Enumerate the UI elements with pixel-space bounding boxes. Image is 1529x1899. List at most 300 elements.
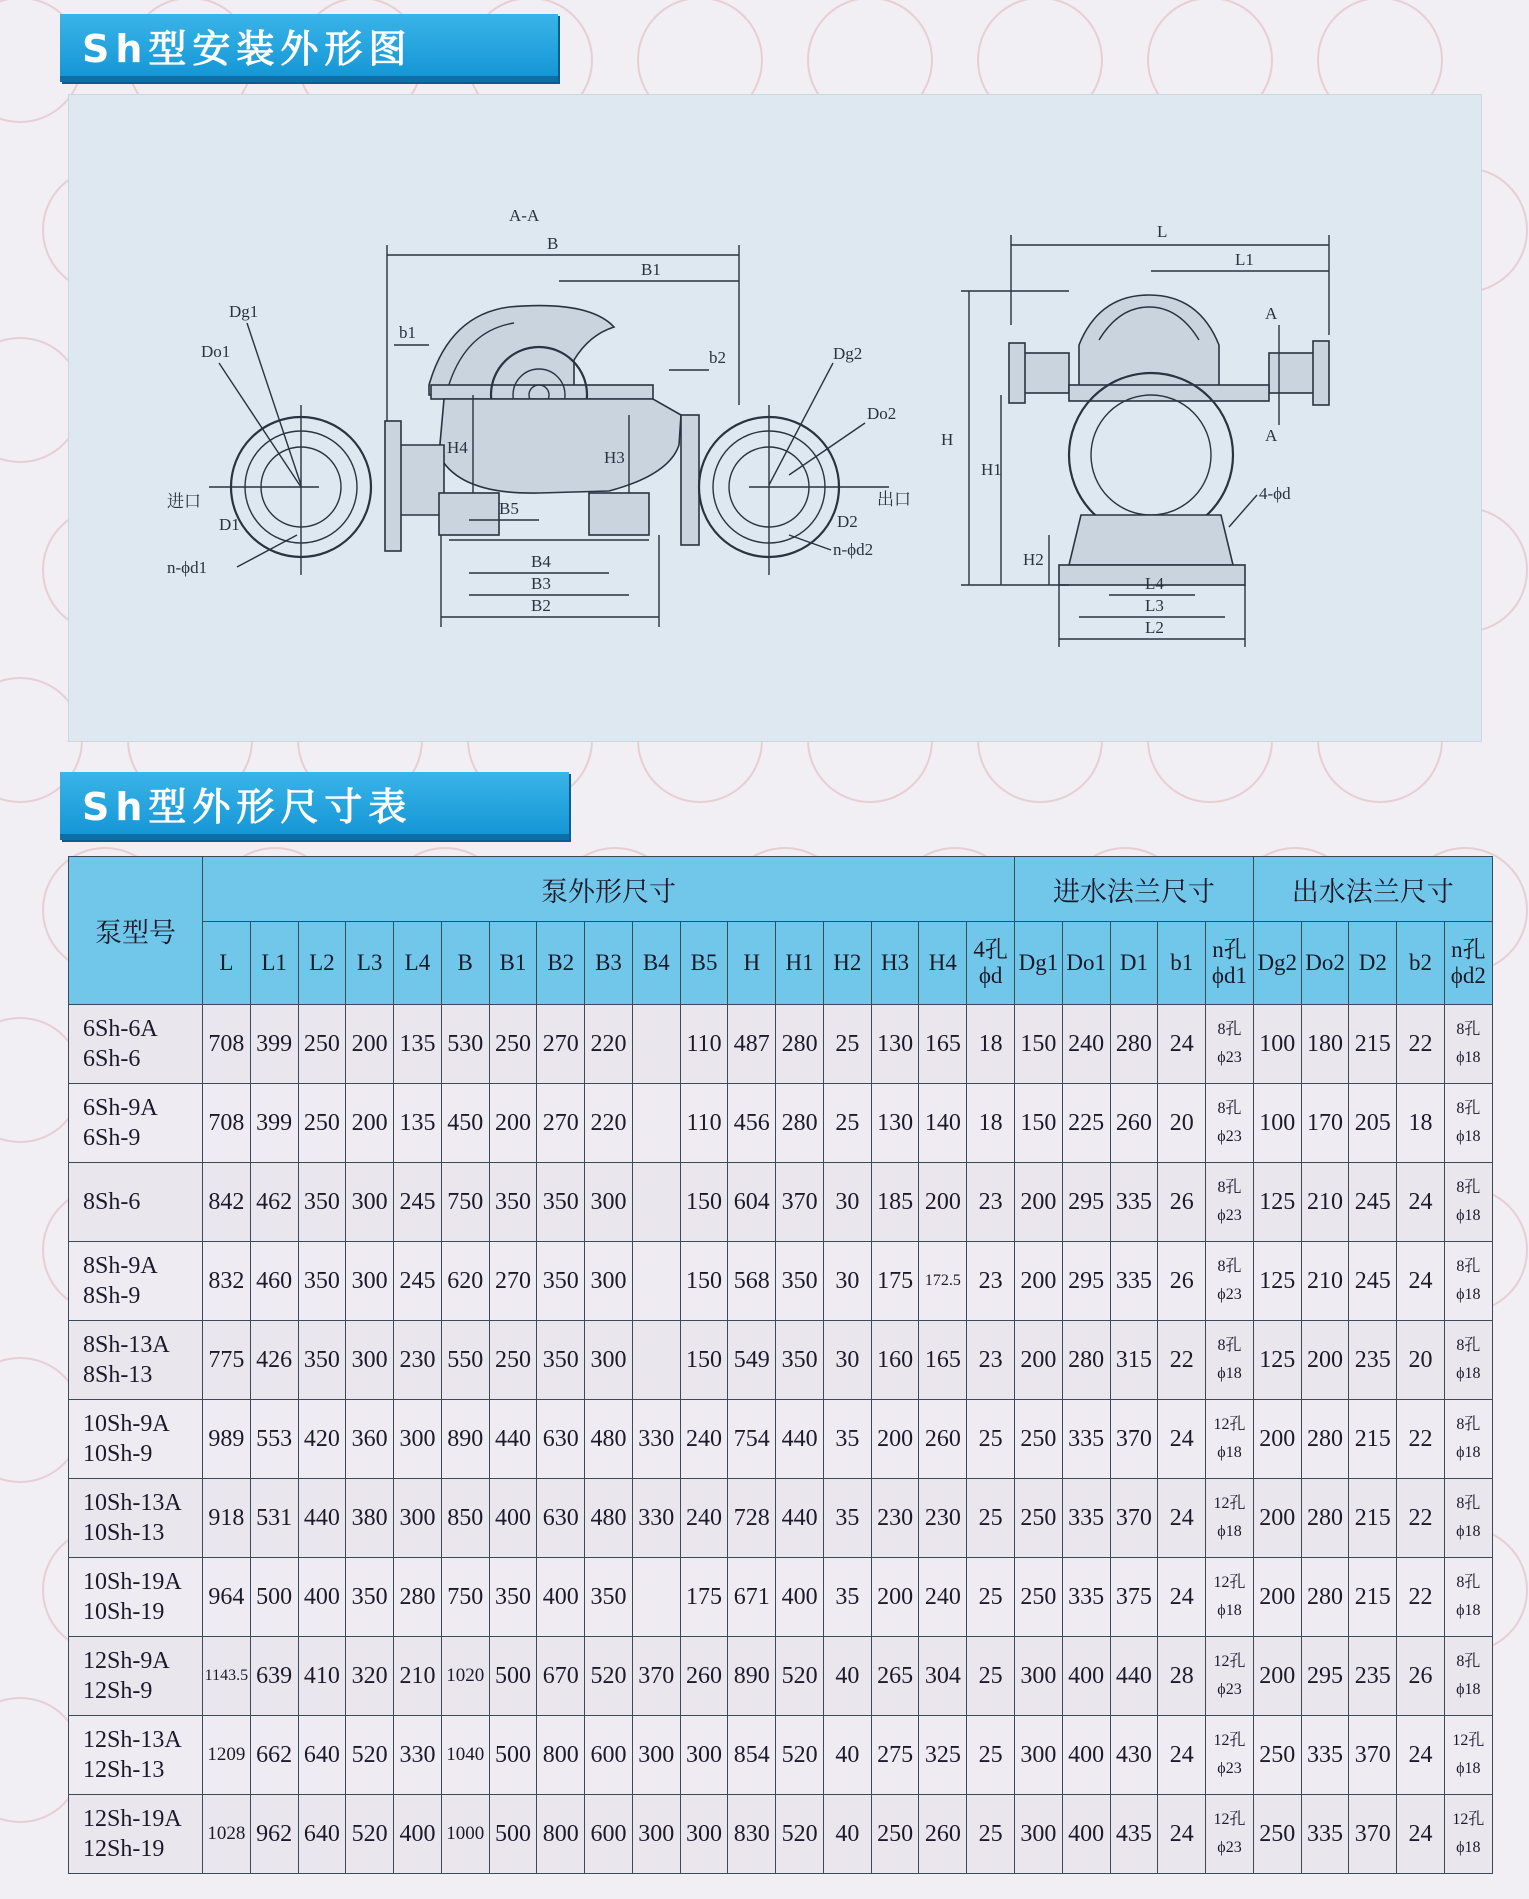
value-cell: 300	[680, 1795, 728, 1874]
value-cell: 350	[537, 1163, 585, 1242]
value-cell: 12孔 ϕ18	[1444, 1795, 1492, 1874]
value-cell: 530	[441, 1005, 489, 1084]
value-cell: 440	[298, 1479, 346, 1558]
value-cell: 12孔 ϕ23	[1206, 1795, 1254, 1874]
value-cell: 210	[1301, 1242, 1349, 1321]
value-cell: 8孔 ϕ18	[1444, 1163, 1492, 1242]
value-cell: 370	[1110, 1479, 1158, 1558]
value-cell: 430	[1110, 1716, 1158, 1795]
column-header: H	[728, 922, 776, 1005]
value-cell: 280	[1301, 1479, 1349, 1558]
value-cell: 350	[489, 1558, 537, 1637]
value-cell	[632, 1242, 680, 1321]
value-cell: 380	[346, 1479, 394, 1558]
pump-model: 12Sh-9A	[83, 1648, 170, 1674]
value-cell: 300	[1015, 1716, 1063, 1795]
value-cell: 240	[919, 1558, 967, 1637]
label-A-top: A	[1265, 304, 1278, 323]
value-cell: 30	[823, 1242, 871, 1321]
value-cell: 270	[537, 1005, 585, 1084]
value-cell: 350	[537, 1242, 585, 1321]
value-cell: 12孔 ϕ18	[1206, 1400, 1254, 1479]
value-cell: 728	[728, 1479, 776, 1558]
value-cell: 130	[871, 1005, 919, 1084]
value-cell: 20	[1397, 1321, 1445, 1400]
value-cell: 18	[1397, 1084, 1445, 1163]
value-cell: 185	[871, 1163, 919, 1242]
table-row	[69, 1637, 1493, 1716]
table-row	[69, 1795, 1493, 1874]
value-cell: 989	[203, 1400, 251, 1479]
label-Dg1: Dg1	[229, 302, 259, 321]
value-cell: 800	[537, 1716, 585, 1795]
label-outlet: 出口	[877, 490, 911, 510]
value-cell: 200	[1253, 1479, 1301, 1558]
column-header: H2	[823, 922, 871, 1005]
column-header: B4	[632, 922, 680, 1005]
value-cell: 250	[1253, 1795, 1301, 1874]
column-header: L	[203, 922, 251, 1005]
value-cell: 300	[1015, 1795, 1063, 1874]
pump-model: 12Sh-19	[83, 1836, 165, 1862]
drawing-title: Sh型安装外形图	[82, 26, 413, 71]
value-cell: 440	[776, 1479, 824, 1558]
label-L2: L2	[1145, 618, 1164, 637]
label-inlet: 进口	[167, 492, 201, 512]
value-cell: 260	[919, 1795, 967, 1874]
label-b1: b1	[399, 323, 416, 342]
value-cell: 440	[489, 1400, 537, 1479]
value-cell: 550	[441, 1321, 489, 1400]
value-cell: 40	[823, 1716, 871, 1795]
value-cell: 708	[203, 1084, 251, 1163]
value-cell: 23	[967, 1321, 1015, 1400]
value-cell: 420	[298, 1400, 346, 1479]
value-cell: 426	[250, 1321, 298, 1400]
value-cell: 520	[346, 1716, 394, 1795]
value-cell: 245	[1349, 1163, 1397, 1242]
value-cell: 280	[1301, 1400, 1349, 1479]
label-A-bottom: A	[1265, 426, 1278, 445]
value-cell: 8孔 ϕ18	[1444, 1321, 1492, 1400]
value-cell: 450	[441, 1084, 489, 1163]
value-cell: 350	[298, 1321, 346, 1400]
value-cell: 280	[776, 1005, 824, 1084]
label-D1: D1	[219, 515, 240, 534]
value-cell: 18	[967, 1005, 1015, 1084]
label-Do1: Do1	[201, 342, 231, 361]
value-cell: 350	[585, 1558, 633, 1637]
label-H4: H4	[447, 438, 468, 457]
value-cell: 370	[1349, 1716, 1397, 1795]
value-cell: 8孔 ϕ23	[1206, 1163, 1254, 1242]
value-cell: 8孔 ϕ18	[1444, 1242, 1492, 1321]
value-cell: 300	[585, 1321, 633, 1400]
value-cell: 240	[1062, 1005, 1110, 1084]
value-cell: 200	[871, 1400, 919, 1479]
value-cell: 890	[728, 1637, 776, 1716]
pump-model-cell	[69, 1005, 203, 1084]
value-cell: 304	[919, 1637, 967, 1716]
value-cell: 250	[871, 1795, 919, 1874]
value-cell: 172.5	[919, 1242, 967, 1321]
value-cell: 962	[250, 1795, 298, 1874]
value-cell: 350	[776, 1242, 824, 1321]
value-cell: 150	[1015, 1005, 1063, 1084]
value-cell: 22	[1397, 1558, 1445, 1637]
value-cell: 25	[967, 1558, 1015, 1637]
value-cell: 35	[823, 1479, 871, 1558]
value-cell: 200	[346, 1084, 394, 1163]
label-n-d2: n-ϕd2	[833, 540, 874, 559]
label-B5: B5	[499, 499, 519, 518]
label-B4: B4	[531, 552, 551, 571]
value-cell: 8孔 ϕ23	[1206, 1242, 1254, 1321]
value-cell: 30	[823, 1321, 871, 1400]
value-cell: 335	[1062, 1400, 1110, 1479]
value-cell: 370	[776, 1163, 824, 1242]
value-cell: 200	[1015, 1242, 1063, 1321]
value-cell: 520	[346, 1795, 394, 1874]
column-header: B3	[585, 922, 633, 1005]
installation-drawing	[68, 94, 1482, 742]
column-header: B	[441, 922, 489, 1005]
value-cell: 435	[1110, 1795, 1158, 1874]
pump-model-cell	[69, 1558, 203, 1637]
value-cell: 22	[1397, 1479, 1445, 1558]
value-cell: 22	[1397, 1400, 1445, 1479]
value-cell: 325	[919, 1716, 967, 1795]
value-cell: 24	[1158, 1558, 1206, 1637]
value-cell: 260	[919, 1400, 967, 1479]
value-cell: 487	[728, 1005, 776, 1084]
label-H: H	[941, 430, 954, 449]
value-cell: 25	[967, 1795, 1015, 1874]
value-cell: 330	[632, 1400, 680, 1479]
pump-model: 8Sh-6	[83, 1189, 141, 1215]
value-cell: 300	[632, 1716, 680, 1795]
value-cell: 350	[489, 1163, 537, 1242]
value-cell: 8孔 ϕ23	[1206, 1084, 1254, 1163]
value-cell	[632, 1321, 680, 1400]
value-cell: 400	[537, 1558, 585, 1637]
value-cell: 230	[919, 1479, 967, 1558]
label-B2: B2	[531, 596, 551, 615]
value-cell: 370	[1110, 1400, 1158, 1479]
value-cell: 500	[489, 1716, 537, 1795]
value-cell: 220	[585, 1005, 633, 1084]
value-cell: 8孔 ϕ18	[1444, 1084, 1492, 1163]
value-cell: 280	[1062, 1321, 1110, 1400]
value-cell: 210	[1301, 1163, 1349, 1242]
value-cell: 245	[394, 1242, 442, 1321]
value-cell: 300	[394, 1400, 442, 1479]
value-cell: 215	[1349, 1400, 1397, 1479]
value-cell: 12孔 ϕ18	[1206, 1558, 1254, 1637]
value-cell: 630	[537, 1400, 585, 1479]
pump-model-cell	[69, 1242, 203, 1321]
value-cell: 335	[1062, 1479, 1110, 1558]
label-bolts: 4-ϕd	[1259, 484, 1291, 503]
value-cell: 620	[441, 1242, 489, 1321]
value-cell: 300	[632, 1795, 680, 1874]
value-cell: 708	[203, 1005, 251, 1084]
pump-model-cell	[69, 1479, 203, 1558]
pump-model: 8Sh-13	[83, 1362, 153, 1388]
value-cell: 110	[680, 1005, 728, 1084]
value-cell: 280	[1110, 1005, 1158, 1084]
label-B1: B1	[641, 260, 661, 279]
value-cell: 400	[1062, 1795, 1110, 1874]
column-header: L2	[298, 922, 346, 1005]
value-cell: 275	[871, 1716, 919, 1795]
value-cell: 480	[585, 1479, 633, 1558]
value-cell: 315	[1110, 1321, 1158, 1400]
value-cell: 250	[489, 1321, 537, 1400]
group-pump-dims: 泵外形尺寸	[203, 857, 1015, 922]
pump-model: 10Sh-19A	[83, 1569, 182, 1595]
value-cell: 1209	[203, 1716, 251, 1795]
pump-model-cell	[69, 1400, 203, 1479]
value-cell: 35	[823, 1558, 871, 1637]
value-cell: 400	[1062, 1637, 1110, 1716]
value-cell: 12孔 ϕ18	[1206, 1479, 1254, 1558]
value-cell: 25	[967, 1637, 1015, 1716]
pump-model: 8Sh-9A	[83, 1253, 158, 1279]
value-cell: 1028	[203, 1795, 251, 1874]
pump-model: 10Sh-19	[83, 1599, 165, 1625]
column-header: L4	[394, 922, 442, 1005]
value-cell: 604	[728, 1163, 776, 1242]
value-cell: 830	[728, 1795, 776, 1874]
column-header: D2	[1349, 922, 1397, 1005]
pump-model: 12Sh-19A	[83, 1806, 182, 1832]
value-cell	[632, 1163, 680, 1242]
column-header: L1	[250, 922, 298, 1005]
value-cell: 854	[728, 1716, 776, 1795]
value-cell: 370	[632, 1637, 680, 1716]
value-cell: 964	[203, 1558, 251, 1637]
value-cell: 350	[776, 1321, 824, 1400]
value-cell: 12孔 ϕ18	[1444, 1716, 1492, 1795]
pump-model: 10Sh-9	[83, 1441, 153, 1467]
value-cell: 40	[823, 1795, 871, 1874]
value-cell: 350	[537, 1321, 585, 1400]
value-cell: 200	[1015, 1321, 1063, 1400]
value-cell: 330	[632, 1479, 680, 1558]
value-cell: 280	[394, 1558, 442, 1637]
value-cell: 400	[489, 1479, 537, 1558]
value-cell: 335	[1062, 1558, 1110, 1637]
value-cell: 630	[537, 1479, 585, 1558]
value-cell: 520	[776, 1637, 824, 1716]
value-cell: 639	[250, 1637, 298, 1716]
pump-model: 10Sh-13	[83, 1520, 165, 1546]
value-cell: 25	[823, 1084, 871, 1163]
value-cell: 200	[489, 1084, 537, 1163]
column-header: b2	[1397, 922, 1445, 1005]
value-cell: 250	[298, 1084, 346, 1163]
value-cell: 175	[871, 1242, 919, 1321]
column-header: L3	[346, 922, 394, 1005]
value-cell: 125	[1253, 1163, 1301, 1242]
pump-model: 6Sh-9A	[83, 1095, 158, 1121]
value-cell: 295	[1062, 1163, 1110, 1242]
value-cell: 150	[680, 1242, 728, 1321]
value-cell: 260	[680, 1637, 728, 1716]
dimension-table	[68, 856, 1493, 1874]
column-header: Dg1	[1015, 922, 1063, 1005]
label-H2: H2	[1023, 550, 1044, 569]
value-cell: 18	[967, 1084, 1015, 1163]
value-cell: 399	[250, 1084, 298, 1163]
value-cell: 215	[1349, 1558, 1397, 1637]
label-L1: L1	[1235, 250, 1254, 269]
table-row	[69, 1400, 1493, 1479]
value-cell: 640	[298, 1716, 346, 1795]
column-header: B5	[680, 922, 728, 1005]
pump-model-cell	[69, 1163, 203, 1242]
table-row	[69, 1163, 1493, 1242]
table-title-banner	[60, 772, 569, 840]
value-cell: 135	[394, 1084, 442, 1163]
value-cell: 210	[394, 1637, 442, 1716]
label-section-aa: A-A	[509, 206, 540, 225]
value-cell: 300	[346, 1163, 394, 1242]
label-D2: D2	[837, 512, 858, 531]
label-H1: H1	[981, 460, 1002, 479]
value-cell: 300	[394, 1479, 442, 1558]
value-cell: 175	[680, 1558, 728, 1637]
value-cell: 460	[250, 1242, 298, 1321]
value-cell: 25	[967, 1400, 1015, 1479]
value-cell: 235	[1349, 1637, 1397, 1716]
value-cell: 135	[394, 1005, 442, 1084]
value-cell: 500	[489, 1795, 537, 1874]
label-L: L	[1157, 222, 1168, 241]
column-header: B2	[537, 922, 585, 1005]
pump-model: 10Sh-9A	[83, 1411, 170, 1437]
value-cell: 24	[1158, 1005, 1206, 1084]
column-header: H1	[776, 922, 824, 1005]
value-cell: 300	[585, 1163, 633, 1242]
value-cell: 8孔 ϕ18	[1444, 1400, 1492, 1479]
value-cell: 22	[1158, 1321, 1206, 1400]
value-cell: 220	[585, 1084, 633, 1163]
value-cell: 24	[1158, 1795, 1206, 1874]
value-cell: 750	[441, 1163, 489, 1242]
value-cell: 130	[871, 1084, 919, 1163]
value-cell: 440	[776, 1400, 824, 1479]
value-cell: 335	[1110, 1163, 1158, 1242]
value-cell: 520	[776, 1795, 824, 1874]
value-cell: 8孔 ϕ18	[1444, 1005, 1492, 1084]
value-cell: 25	[967, 1479, 1015, 1558]
value-cell: 350	[298, 1242, 346, 1321]
value-cell: 842	[203, 1163, 251, 1242]
value-cell: 24	[1397, 1716, 1445, 1795]
column-header: n孔 ϕd2	[1444, 922, 1492, 1005]
value-cell: 671	[728, 1558, 776, 1637]
value-cell: 24	[1397, 1795, 1445, 1874]
pump-model: 10Sh-13A	[83, 1490, 182, 1516]
value-cell: 28	[1158, 1637, 1206, 1716]
value-cell: 320	[346, 1637, 394, 1716]
pump-model: 12Sh-13A	[83, 1727, 182, 1753]
value-cell: 235	[1349, 1321, 1397, 1400]
value-cell: 890	[441, 1400, 489, 1479]
value-cell: 240	[680, 1400, 728, 1479]
value-cell: 250	[298, 1005, 346, 1084]
label-Do2: Do2	[867, 404, 897, 423]
value-cell: 150	[680, 1321, 728, 1400]
value-cell: 260	[1110, 1084, 1158, 1163]
value-cell: 400	[298, 1558, 346, 1637]
value-cell: 335	[1110, 1242, 1158, 1321]
column-header: H3	[871, 922, 919, 1005]
value-cell: 24	[1158, 1479, 1206, 1558]
value-cell: 350	[346, 1558, 394, 1637]
value-cell: 165	[919, 1321, 967, 1400]
pump-model: 12Sh-9	[83, 1678, 153, 1704]
value-cell: 8孔 ϕ18	[1444, 1637, 1492, 1716]
value-cell: 300	[346, 1242, 394, 1321]
value-cell: 23	[967, 1163, 1015, 1242]
value-cell: 150	[680, 1163, 728, 1242]
value-cell: 250	[1253, 1716, 1301, 1795]
value-cell: 520	[585, 1637, 633, 1716]
value-cell: 520	[776, 1716, 824, 1795]
value-cell: 180	[1301, 1005, 1349, 1084]
value-cell: 30	[823, 1163, 871, 1242]
value-cell: 35	[823, 1400, 871, 1479]
value-cell: 832	[203, 1242, 251, 1321]
value-cell: 400	[1062, 1716, 1110, 1795]
value-cell: 370	[1349, 1795, 1397, 1874]
value-cell: 200	[1015, 1163, 1063, 1242]
table-row	[69, 1716, 1493, 1795]
pump-model-cell	[69, 1637, 203, 1716]
label-b2: b2	[709, 348, 726, 367]
pump-model: 8Sh-9	[83, 1283, 141, 1309]
value-cell: 22	[1397, 1005, 1445, 1084]
value-cell: 8孔 ϕ23	[1206, 1005, 1254, 1084]
group-outlet-flange: 出水法兰尺寸	[1253, 857, 1492, 922]
value-cell: 250	[1015, 1558, 1063, 1637]
value-cell: 24	[1158, 1716, 1206, 1795]
label-L3: L3	[1145, 596, 1164, 615]
value-cell: 399	[250, 1005, 298, 1084]
value-cell: 270	[489, 1242, 537, 1321]
value-cell: 245	[394, 1163, 442, 1242]
value-cell: 8孔 ϕ18	[1206, 1321, 1254, 1400]
table-row	[69, 1242, 1493, 1321]
value-cell: 165	[919, 1005, 967, 1084]
value-cell: 640	[298, 1795, 346, 1874]
pump-model-cell	[69, 1795, 203, 1874]
value-cell: 200	[1301, 1321, 1349, 1400]
value-cell: 205	[1349, 1084, 1397, 1163]
table-row	[69, 1479, 1493, 1558]
pump-outline-drawing	[69, 95, 1481, 741]
dimension-table-wrap	[68, 856, 1492, 1874]
value-cell: 26	[1397, 1637, 1445, 1716]
label-Dg2: Dg2	[833, 344, 863, 363]
column-header: 4孔 ϕd	[967, 922, 1015, 1005]
value-cell: 600	[585, 1716, 633, 1795]
value-cell: 335	[1301, 1716, 1349, 1795]
value-cell: 662	[250, 1716, 298, 1795]
